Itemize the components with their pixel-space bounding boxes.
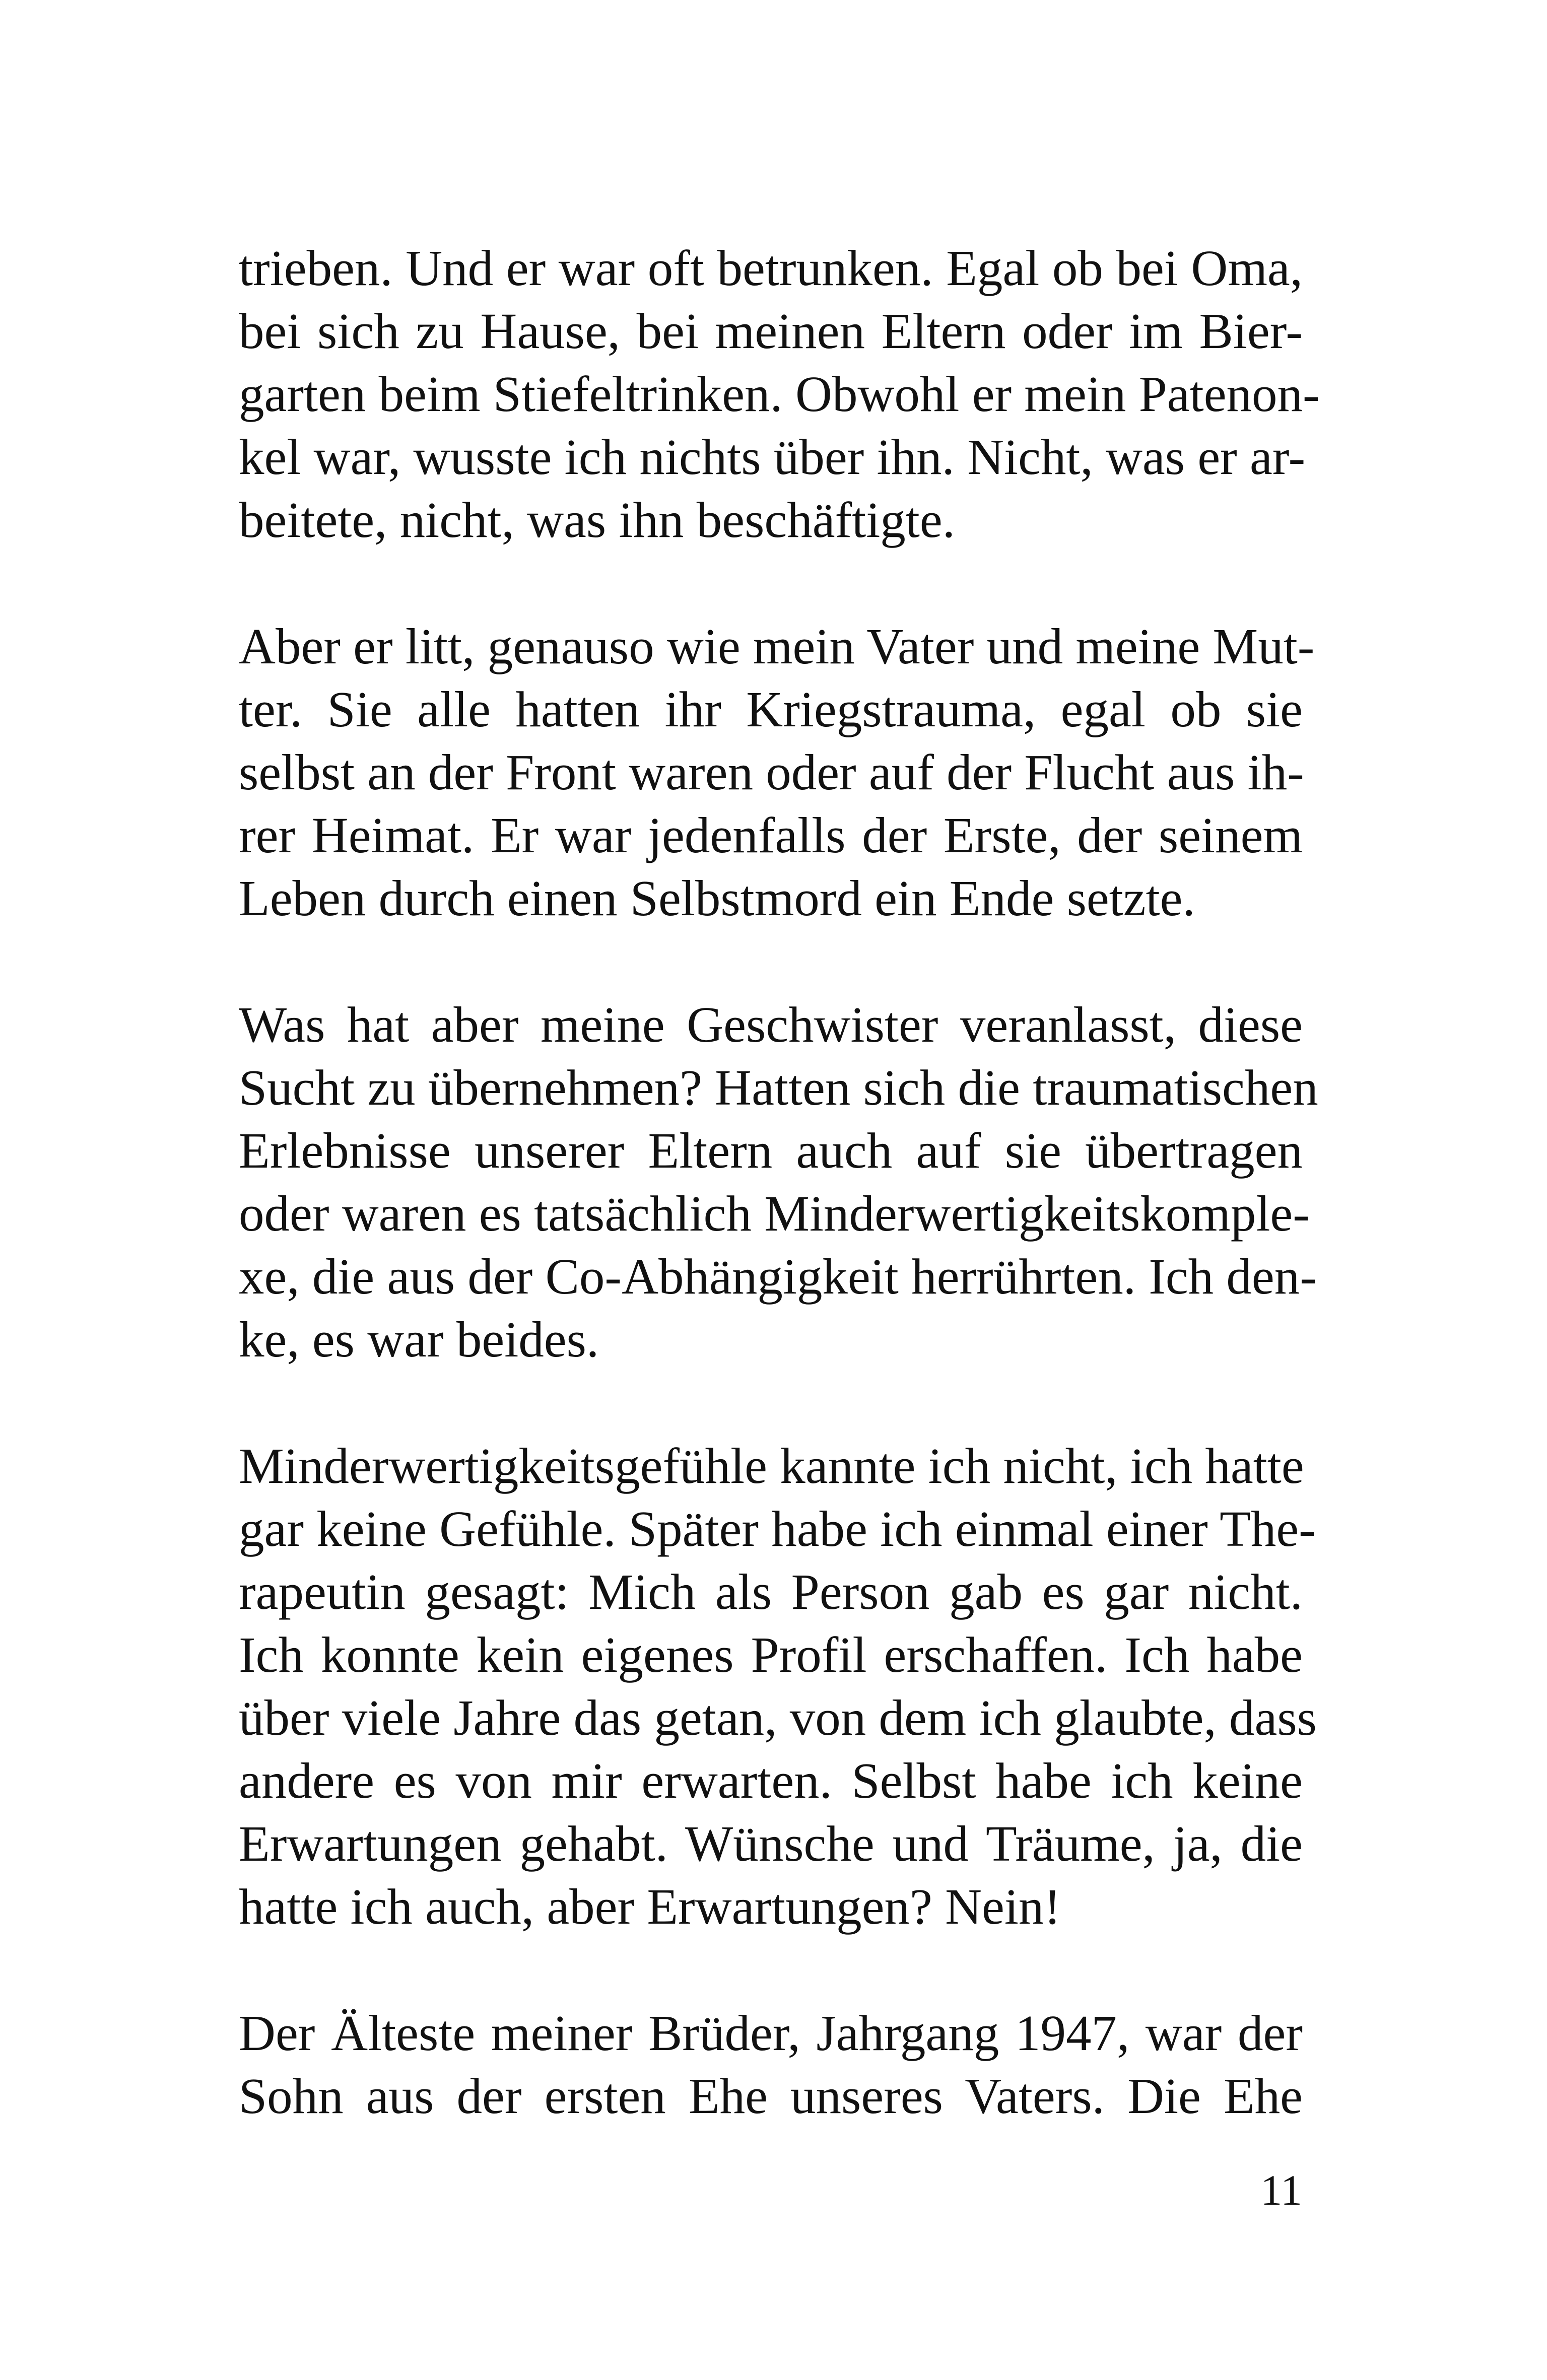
paragraph-4 bbox=[239, 1435, 1317, 1938]
text-line: garten beim Stiefeltrinken. Obwohl er mein Patenon- bbox=[239, 366, 1320, 422]
text-line: ke, es war beides. bbox=[239, 1311, 599, 1368]
text-line: rer Heimat. Er war jedenfalls der Erste, der seinem bbox=[239, 807, 1303, 863]
text-line: Erlebnisse unserer Eltern auch auf sie übertragen bbox=[239, 1122, 1303, 1179]
text-line: selbst an der Front waren oder auf der Flucht aus ih- bbox=[239, 744, 1304, 800]
text-line: ter. Sie alle hatten ihr Kriegstrauma, egal ob sie bbox=[239, 681, 1303, 737]
text-line: Aber er litt, genauso wie mein Vater und meine Mut- bbox=[239, 618, 1315, 674]
text-line: rapeutin gesagt: Mich als Person gab es gar nicht. bbox=[239, 1563, 1303, 1620]
text-line: Minderwertigkeitsgefühle kannte ich nicht, ich hatte bbox=[239, 1438, 1304, 1494]
body-text bbox=[239, 237, 1320, 2191]
text-line: Ich konnte kein eigenes Profil erschaffen. Ich habe bbox=[239, 1626, 1303, 1683]
text-line: andere es von mir erwarten. Selbst habe ich keine bbox=[239, 1752, 1303, 1809]
text-line: oder waren es tatsächlich Minderwertigkeitskomple- bbox=[239, 1185, 1310, 1242]
text-line: Erwartungen gehabt. Wünsche und Träume, ja, die bbox=[239, 1815, 1303, 1872]
text-line: Sohn aus der ersten Ehe unseres Vaters. Die Ehe bbox=[239, 2068, 1303, 2124]
text-line: gar keine Gefühle. Später habe ich einmal einer The- bbox=[239, 1501, 1316, 1557]
text-line: Was hat aber meine Geschwister veranlasst, diese bbox=[239, 996, 1303, 1053]
page-number: 11 bbox=[1260, 2166, 1302, 2214]
text-line: über viele Jahre das getan, von dem ich glaubte, dass bbox=[239, 1689, 1317, 1746]
text-line: Leben durch einen Selbstmord ein Ende setzte. bbox=[239, 870, 1195, 926]
text-line: xe, die aus der Co-Abhängigkeit herrührten. Ich den- bbox=[239, 1248, 1317, 1305]
paragraph-3 bbox=[239, 993, 1318, 1371]
paragraph-2 bbox=[239, 615, 1315, 930]
paragraph-5 bbox=[239, 2002, 1303, 2128]
text-line: Sucht zu übernehmen? Hatten sich die traumatischen bbox=[239, 1059, 1318, 1116]
text-line: hatte ich auch, aber Erwartungen? Nein! bbox=[239, 1878, 1061, 1935]
text-line: kel war, wusste ich nichts über ihn. Nicht, was er ar- bbox=[239, 429, 1306, 485]
text-line: beitete, nicht, was ihn beschäftigte. bbox=[239, 492, 955, 548]
text-line: trieben. Und er war oft betrunken. Egal ob bei Oma, bbox=[239, 240, 1303, 296]
text-line: bei sich zu Hause, bei meinen Eltern oder im Bier- bbox=[239, 303, 1303, 359]
paragraph-1 bbox=[239, 237, 1320, 552]
text-line: Der Älteste meiner Brüder, Jahrgang 1947, war der bbox=[239, 2005, 1303, 2061]
